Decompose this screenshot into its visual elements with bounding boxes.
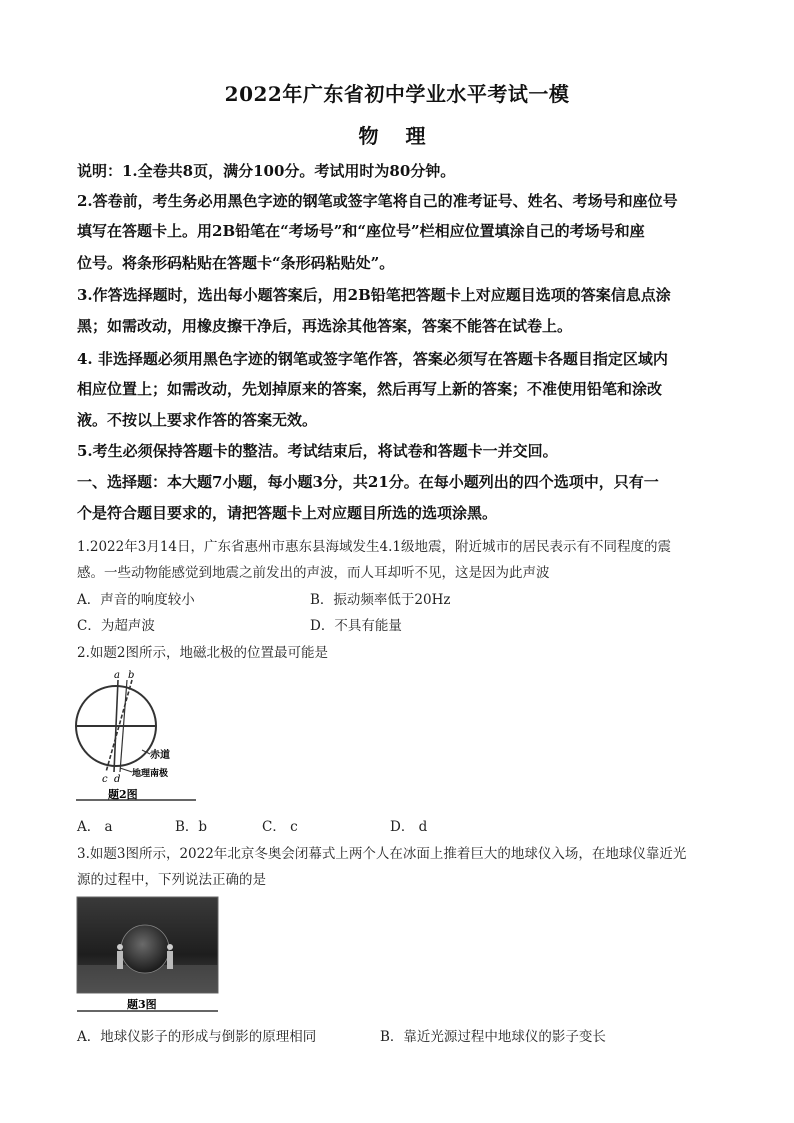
figure-caption: 题3图 [127,998,157,1011]
instruction-line: 液。不按以上要求作答的答案无效。 [77,411,318,429]
person-right [167,951,173,969]
q1-option-b: B．振动频率低于20Hz [310,592,451,608]
instruction-line: 4. 非选择题必须用黑色字迹的钢笔或签字笔作答，答案必须写在答题卡各题目指定区域内 [77,350,668,368]
q3-option-b: B．靠近光源过程中地球仪的影子变长 [380,1029,606,1045]
subject-title: 物 理 [358,124,436,148]
label-equator: 赤道 [150,750,170,761]
person-left [117,951,123,969]
q2-figure [72,668,200,808]
instruction-line: 2.答卷前，考生务必用黑色字迹的钢笔或签字笔将自己的准考证号、姓名、考场号和座位号 [77,192,678,210]
q3-stem: 源的过程中，下列说法正确的是 [77,872,266,888]
q3-option-a: A．地球仪影子的形成与倒影的原理相同 [77,1029,317,1045]
label-b: b [128,670,135,681]
exam-title: 2022年广东省初中学业水平考试一模 [224,82,570,106]
instruction-line: 相应位置上；如需改动，先划掉原来的答案，然后再写上新的答案；不准使用铅笔和涂改 [77,380,663,398]
instruction-line: 3.作答选择题时，选出每小题答案后，用2B铅笔把答题卡上对应题目选项的答案信息点涂 [77,286,671,304]
q1-stem: 感。一些动物能感觉到地震之前发出的声波，而人耳却听不见，这是因为此声波 [77,565,550,581]
label-south-pole: 地理南极 [132,769,169,779]
label-a: a [114,670,120,681]
instruction-line: 5.考生必须保持答题卡的整洁。考试结束后，将试卷和答题卡一并交回。 [77,442,558,460]
globe-diagram [72,668,200,808]
q2-option-c: C． c [262,819,298,835]
q2-option-a: A． a [77,819,113,835]
instruction-line: 填写在答题卡上。用2B铅笔在“考场号”和“座位号”栏相应位置填涂自己的考场号和座 [77,222,645,240]
globe-object [121,925,169,973]
q1-option-c: C．为超声波 [77,618,155,634]
figure-caption: 题2图 [108,788,138,801]
label-c: c [102,774,108,785]
q3-figure [75,895,220,1017]
instruction-line: 位号。将条形码粘贴在答题卡“条形码粘贴处”。 [77,254,395,272]
section-heading: 一、选择题：本大题7小题，每小题3分，共21分。在每小题列出的四个选项中，只有一 [77,473,659,491]
q1-option-a: A．声音的响度较小 [77,592,195,608]
label-d: d [114,774,121,785]
q1-option-d: D．不具有能量 [310,618,402,634]
section-heading: 个是符合题目要求的，请把答题卡上对应题目所选的选项涂黑。 [77,504,498,522]
instruction-line: 黑；如需改动，用橡皮擦干净后，再选涂其他答案，答案不能答在试卷上。 [77,317,573,335]
q1-stem: 1.2022年3月14日，广东省惠州市惠东县海域发生4.1级地震，附近城市的居民表示有不同程度的震 [77,539,671,555]
q2-option-b: B．b [175,819,208,835]
instruction-line: 说明：1.全卷共8页，满分100分。考试用时为80分钟。 [77,162,456,180]
q2-stem: 2.如题2图所示，地磁北极的位置最可能是 [77,645,328,661]
ceremony-photo [75,895,220,1017]
q3-stem: 3.如题3图所示，2022年北京冬奥会闭幕式上两个人在冰面上推着巨大的地球仪入场，在地球仪靠近光 [77,846,687,862]
pole-pointer [120,768,132,772]
q2-option-d: D． d [390,819,428,835]
